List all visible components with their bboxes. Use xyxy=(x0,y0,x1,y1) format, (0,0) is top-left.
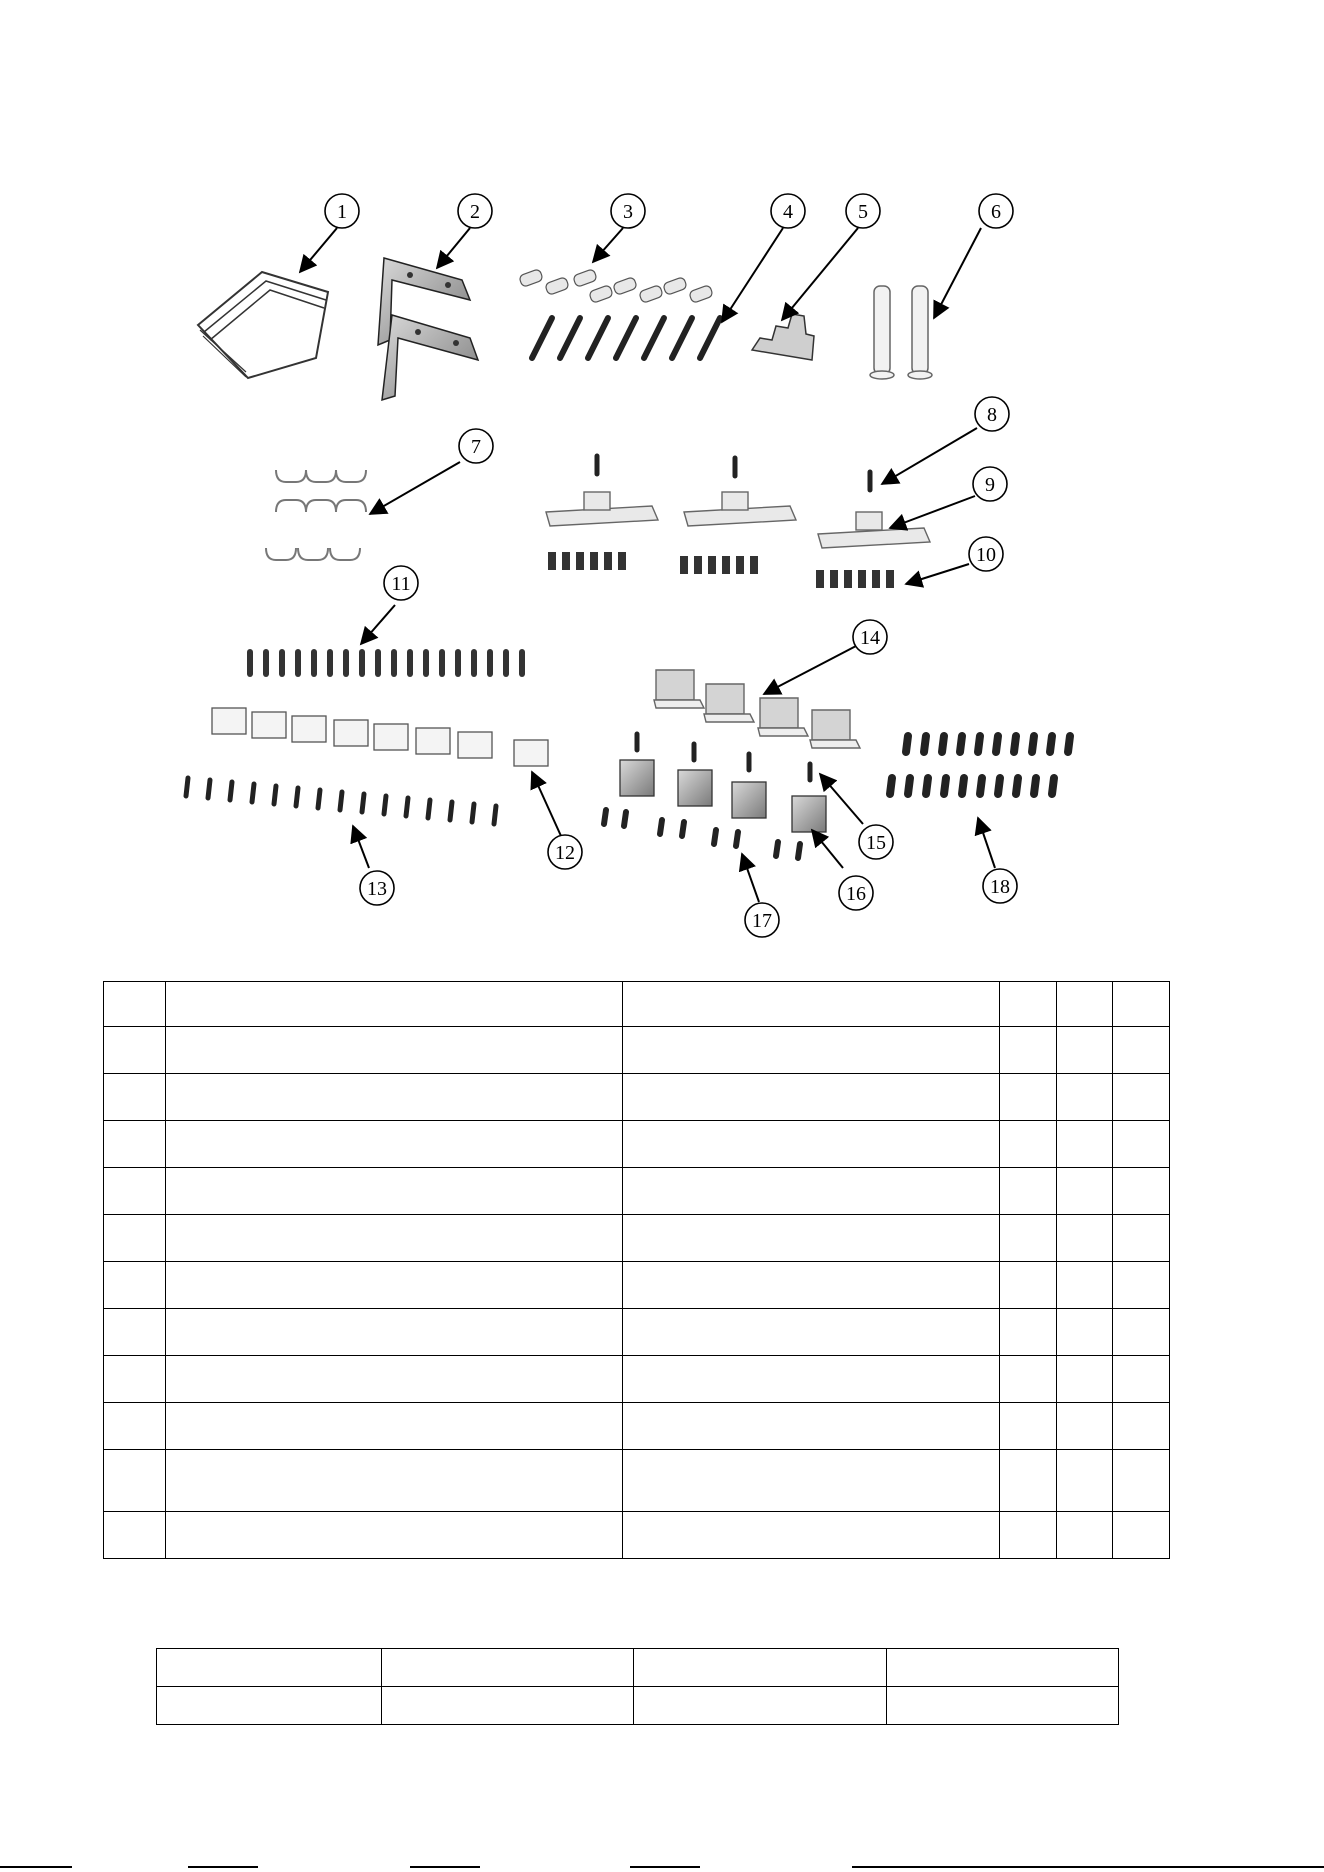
table-cell xyxy=(104,1027,166,1074)
part-11-screws-illustration xyxy=(250,652,522,674)
table-cell xyxy=(157,1687,382,1725)
table-cell xyxy=(166,1168,623,1215)
callout-5: 5 xyxy=(858,201,868,223)
table-cell xyxy=(623,1309,1000,1356)
table-cell xyxy=(1113,1074,1170,1121)
table-cell xyxy=(1113,1168,1170,1215)
table-cell xyxy=(104,1309,166,1356)
table-cell xyxy=(166,1121,623,1168)
table-cell xyxy=(166,1512,623,1559)
table-row xyxy=(104,1074,1170,1121)
table-cell xyxy=(623,1215,1000,1262)
table-row xyxy=(104,1356,1170,1403)
table-cell xyxy=(623,1121,1000,1168)
callout-18: 18 xyxy=(990,876,1010,898)
table-cell xyxy=(623,1262,1000,1309)
table-cell xyxy=(104,1450,166,1512)
footer-rule xyxy=(410,1866,480,1868)
footer-rule xyxy=(188,1866,258,1868)
callout-1: 1 xyxy=(337,201,347,223)
table-cell xyxy=(623,1356,1000,1403)
table-cell xyxy=(1057,1512,1113,1559)
part-5-sticker-illustration xyxy=(752,314,814,360)
table-cell xyxy=(104,982,166,1027)
table-cell xyxy=(623,1512,1000,1559)
callout-11: 11 xyxy=(391,573,411,595)
part-15-screws-illustration xyxy=(637,734,810,780)
part-10-short-screws-illustration xyxy=(548,552,894,588)
table-cell xyxy=(623,1450,1000,1512)
table-cell xyxy=(887,1687,1119,1725)
part-4-long-screws-illustration xyxy=(532,318,720,358)
table-cell xyxy=(1000,1403,1057,1450)
summary-table xyxy=(156,1648,1119,1725)
callout-10: 10 xyxy=(976,544,996,566)
table-cell xyxy=(623,1074,1000,1121)
callout-15: 15 xyxy=(866,832,886,854)
table-cell xyxy=(1113,982,1170,1027)
table-row xyxy=(157,1649,1119,1687)
callout-14: 14 xyxy=(860,627,880,649)
table-cell xyxy=(1057,1262,1113,1309)
table-cell xyxy=(104,1262,166,1309)
table-row xyxy=(104,1215,1170,1262)
table-cell xyxy=(166,1074,623,1121)
table-cell xyxy=(1000,1074,1057,1121)
table-cell xyxy=(104,1356,166,1403)
table-cell xyxy=(1113,1356,1170,1403)
callout-9: 9 xyxy=(985,474,995,496)
table-cell xyxy=(1113,1403,1170,1450)
part-2-brackets-illustration xyxy=(378,258,478,400)
table-cell xyxy=(166,1262,623,1309)
table-cell xyxy=(623,1168,1000,1215)
callout-13: 13 xyxy=(367,878,387,900)
part-16-small-brackets-illustration xyxy=(620,760,826,832)
table-cell xyxy=(887,1649,1119,1687)
table-cell xyxy=(1113,1512,1170,1559)
part-8-screws-illustration xyxy=(597,456,870,490)
table-cell xyxy=(1057,982,1113,1027)
table-cell xyxy=(1113,1309,1170,1356)
table-cell xyxy=(104,1121,166,1168)
table-cell xyxy=(1000,1027,1057,1074)
part-17-screws-illustration xyxy=(604,810,800,858)
table-row xyxy=(104,1450,1170,1512)
table-cell xyxy=(104,1074,166,1121)
callout-16: 16 xyxy=(846,883,866,905)
table-row xyxy=(104,982,1170,1027)
table-row xyxy=(104,1403,1170,1450)
table-row xyxy=(104,1309,1170,1356)
table-row xyxy=(104,1168,1170,1215)
footer-rule xyxy=(630,1866,700,1868)
table-cell xyxy=(623,1403,1000,1450)
part-6-tubes-illustration xyxy=(870,286,932,379)
table-cell xyxy=(1113,1027,1170,1074)
table-cell xyxy=(1057,1403,1113,1450)
part-14-angle-brackets-illustration xyxy=(654,670,860,748)
table-cell xyxy=(1000,1309,1057,1356)
table-cell xyxy=(104,1403,166,1450)
table-cell xyxy=(634,1649,887,1687)
table-cell xyxy=(1057,1450,1113,1512)
callout-12: 12 xyxy=(555,842,575,864)
table-cell xyxy=(166,1309,623,1356)
table-cell xyxy=(1000,1450,1057,1512)
table-cell xyxy=(1113,1215,1170,1262)
table-row xyxy=(157,1687,1119,1725)
table-cell xyxy=(1000,1512,1057,1559)
table-cell xyxy=(157,1649,382,1687)
callout-4: 4 xyxy=(783,201,793,223)
callout-3: 3 xyxy=(623,201,633,223)
part-9-plates-illustration xyxy=(546,492,930,548)
table-cell xyxy=(1057,1121,1113,1168)
callout-6: 6 xyxy=(991,201,1001,223)
part-1-manual-illustration xyxy=(198,272,328,378)
table-cell xyxy=(1113,1450,1170,1512)
table-cell xyxy=(1000,1215,1057,1262)
table-cell xyxy=(382,1649,634,1687)
footer-rule xyxy=(0,1866,72,1868)
table-cell xyxy=(104,1168,166,1215)
part-18-screws-illustration xyxy=(890,736,1070,794)
table-row xyxy=(104,1027,1170,1074)
part-12-clips-illustration xyxy=(212,708,548,766)
table-cell xyxy=(166,1356,623,1403)
table-cell xyxy=(1000,1262,1057,1309)
table-cell xyxy=(166,1403,623,1450)
table-cell xyxy=(166,1215,623,1262)
table-row xyxy=(104,1121,1170,1168)
callout-17: 17 xyxy=(752,910,772,932)
table-cell xyxy=(166,1450,623,1512)
footer-rule xyxy=(852,1866,1324,1868)
table-cell xyxy=(166,982,623,1027)
table-cell xyxy=(1113,1121,1170,1168)
table-cell xyxy=(623,982,1000,1027)
part-7-washers-illustration xyxy=(266,470,366,560)
callout-2: 2 xyxy=(470,201,480,223)
callout-7: 7 xyxy=(471,436,481,458)
table-cell xyxy=(1000,1356,1057,1403)
table-cell xyxy=(1000,1168,1057,1215)
table-cell xyxy=(1000,982,1057,1027)
table-cell xyxy=(1057,1074,1113,1121)
part-13-screws-illustration xyxy=(186,778,496,824)
table-cell xyxy=(1113,1262,1170,1309)
table-cell xyxy=(634,1687,887,1725)
table-cell xyxy=(104,1512,166,1559)
table-cell xyxy=(166,1027,623,1074)
table-cell xyxy=(104,1215,166,1262)
table-row xyxy=(104,1262,1170,1309)
table-cell xyxy=(1057,1309,1113,1356)
table-row xyxy=(104,1512,1170,1559)
table-cell xyxy=(382,1687,634,1725)
table-cell xyxy=(1057,1215,1113,1262)
parts-list-table xyxy=(103,981,1170,1559)
callout-8: 8 xyxy=(987,404,997,426)
table-cell xyxy=(1000,1121,1057,1168)
table-cell xyxy=(1057,1168,1113,1215)
table-cell xyxy=(623,1027,1000,1074)
table-cell xyxy=(1057,1027,1113,1074)
part-3-anchors-illustration xyxy=(519,269,714,304)
table-cell xyxy=(1057,1356,1113,1403)
